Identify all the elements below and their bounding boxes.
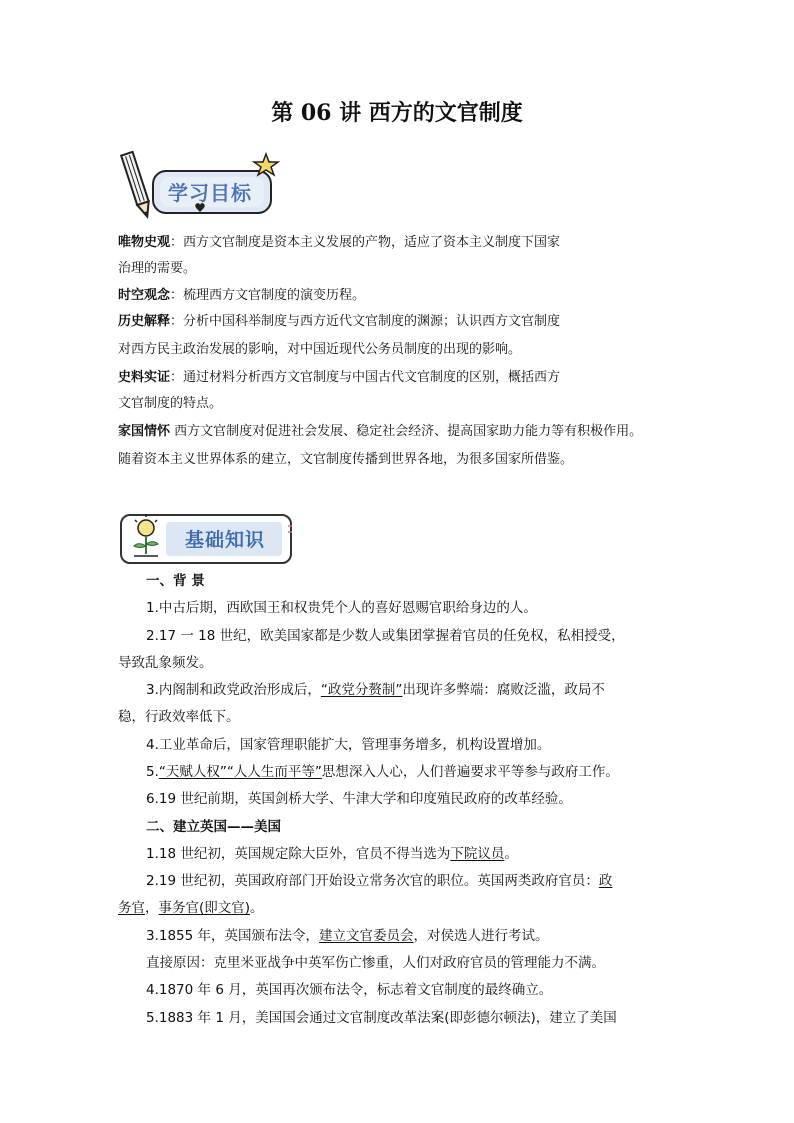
paragraph: 4.1870 年 6 月，英国再次颁布法令，标志着文官制度的最终确立。 [146,982,553,998]
paragraph: 2.17 一 18 世纪，欧美国家都是少数人或集团掌握着官员的任免权，私相授受， [146,628,625,644]
section-heading: 一、背 景 [146,573,205,589]
objective-line: 史料实证：通过材料分析西方文官制度与中国古代文官制度的区别，概括西方 [118,370,561,385]
star-icon [254,154,278,175]
basics-banner-label: 基础知识 [184,529,265,551]
paragraph: 直接原因：克里米亚战争中英军伤亡惨重，人们对政府官员的管理能力不满。 [146,955,605,971]
paragraph: 6.19 世纪前期，英国剑桥大学、牛津大学和印度殖民政府的改革经验。 [146,791,572,807]
objective-line: 对西方民主政治发展的影响，对中国近现代公务员制度的出现的影响。 [118,342,522,357]
objective-line: 治理的需要。 [118,261,197,276]
objective-line: 家国情怀 西方文官制度对促进社会发展、稳定社会经济、提高国家助力能力等有积极作用。 [118,424,643,439]
basics-banner [116,510,296,568]
paragraph: 5.“天赋人权”“人人生而平等”思想深入人心，人们普遍要求平等参与政府工作。 [146,764,619,780]
objective-line: 文官制度的特点。 [118,396,223,411]
paragraph: 稳，行政效率低下。 [118,709,240,725]
paragraph: 5.1883 年 1 月，美国国会通过文官制度改革法案(即彭德尔顿法)，建立了美国 [146,1010,617,1026]
paragraph: 4.工业革命后，国家管理职能扩大，管理事务增多，机构设置增加。 [146,737,551,753]
objectives-banner [116,146,286,220]
paragraph: 务官，事务官(即文官)。 [118,900,264,916]
paragraph: 导致乱象频发。 [118,655,213,671]
objective-line: 时空观念：梳理西方文官制度的演变历程。 [118,288,366,303]
paragraph: 1.中古后期，西欧国王和权贵凭个人的喜好恩赐官职给身边的人。 [146,600,537,616]
section-heading: 二、建立英国——美国 [146,819,281,835]
objective-line: 历史解释：分析中国科举制度与西方近代文官制度的渊源；认识西方文官制度 [118,314,561,329]
paragraph: 1.18 世纪初，英国规定除大臣外，官员不得当选为下院议员。 [146,846,518,862]
paragraph: 3.内阁制和政党政治形成后，“政党分赘制”出现许多弊端：腐败泛滥，政局不 [146,682,605,698]
objective-line: 随着资本主义世界体系的建立，文官制度传播到世界各地，为很多国家所借鉴。 [118,452,574,467]
objective-line: 唯物史观：西方文官制度是资本主义发展的产物，适应了资本主义制度下国家 [118,235,561,250]
paragraph: 2.19 世纪初，英国政府部门开始设立常务次官的职位。英国两类政府官员：政 [146,873,613,889]
page-title: 第 06 讲 西方的文官制度 [271,100,523,126]
objectives-banner-label: 学习目标 [168,181,252,205]
paragraph: 3.1855 年，英国颁布法令，建立文官委员会，对侯选人进行考试。 [146,928,549,944]
